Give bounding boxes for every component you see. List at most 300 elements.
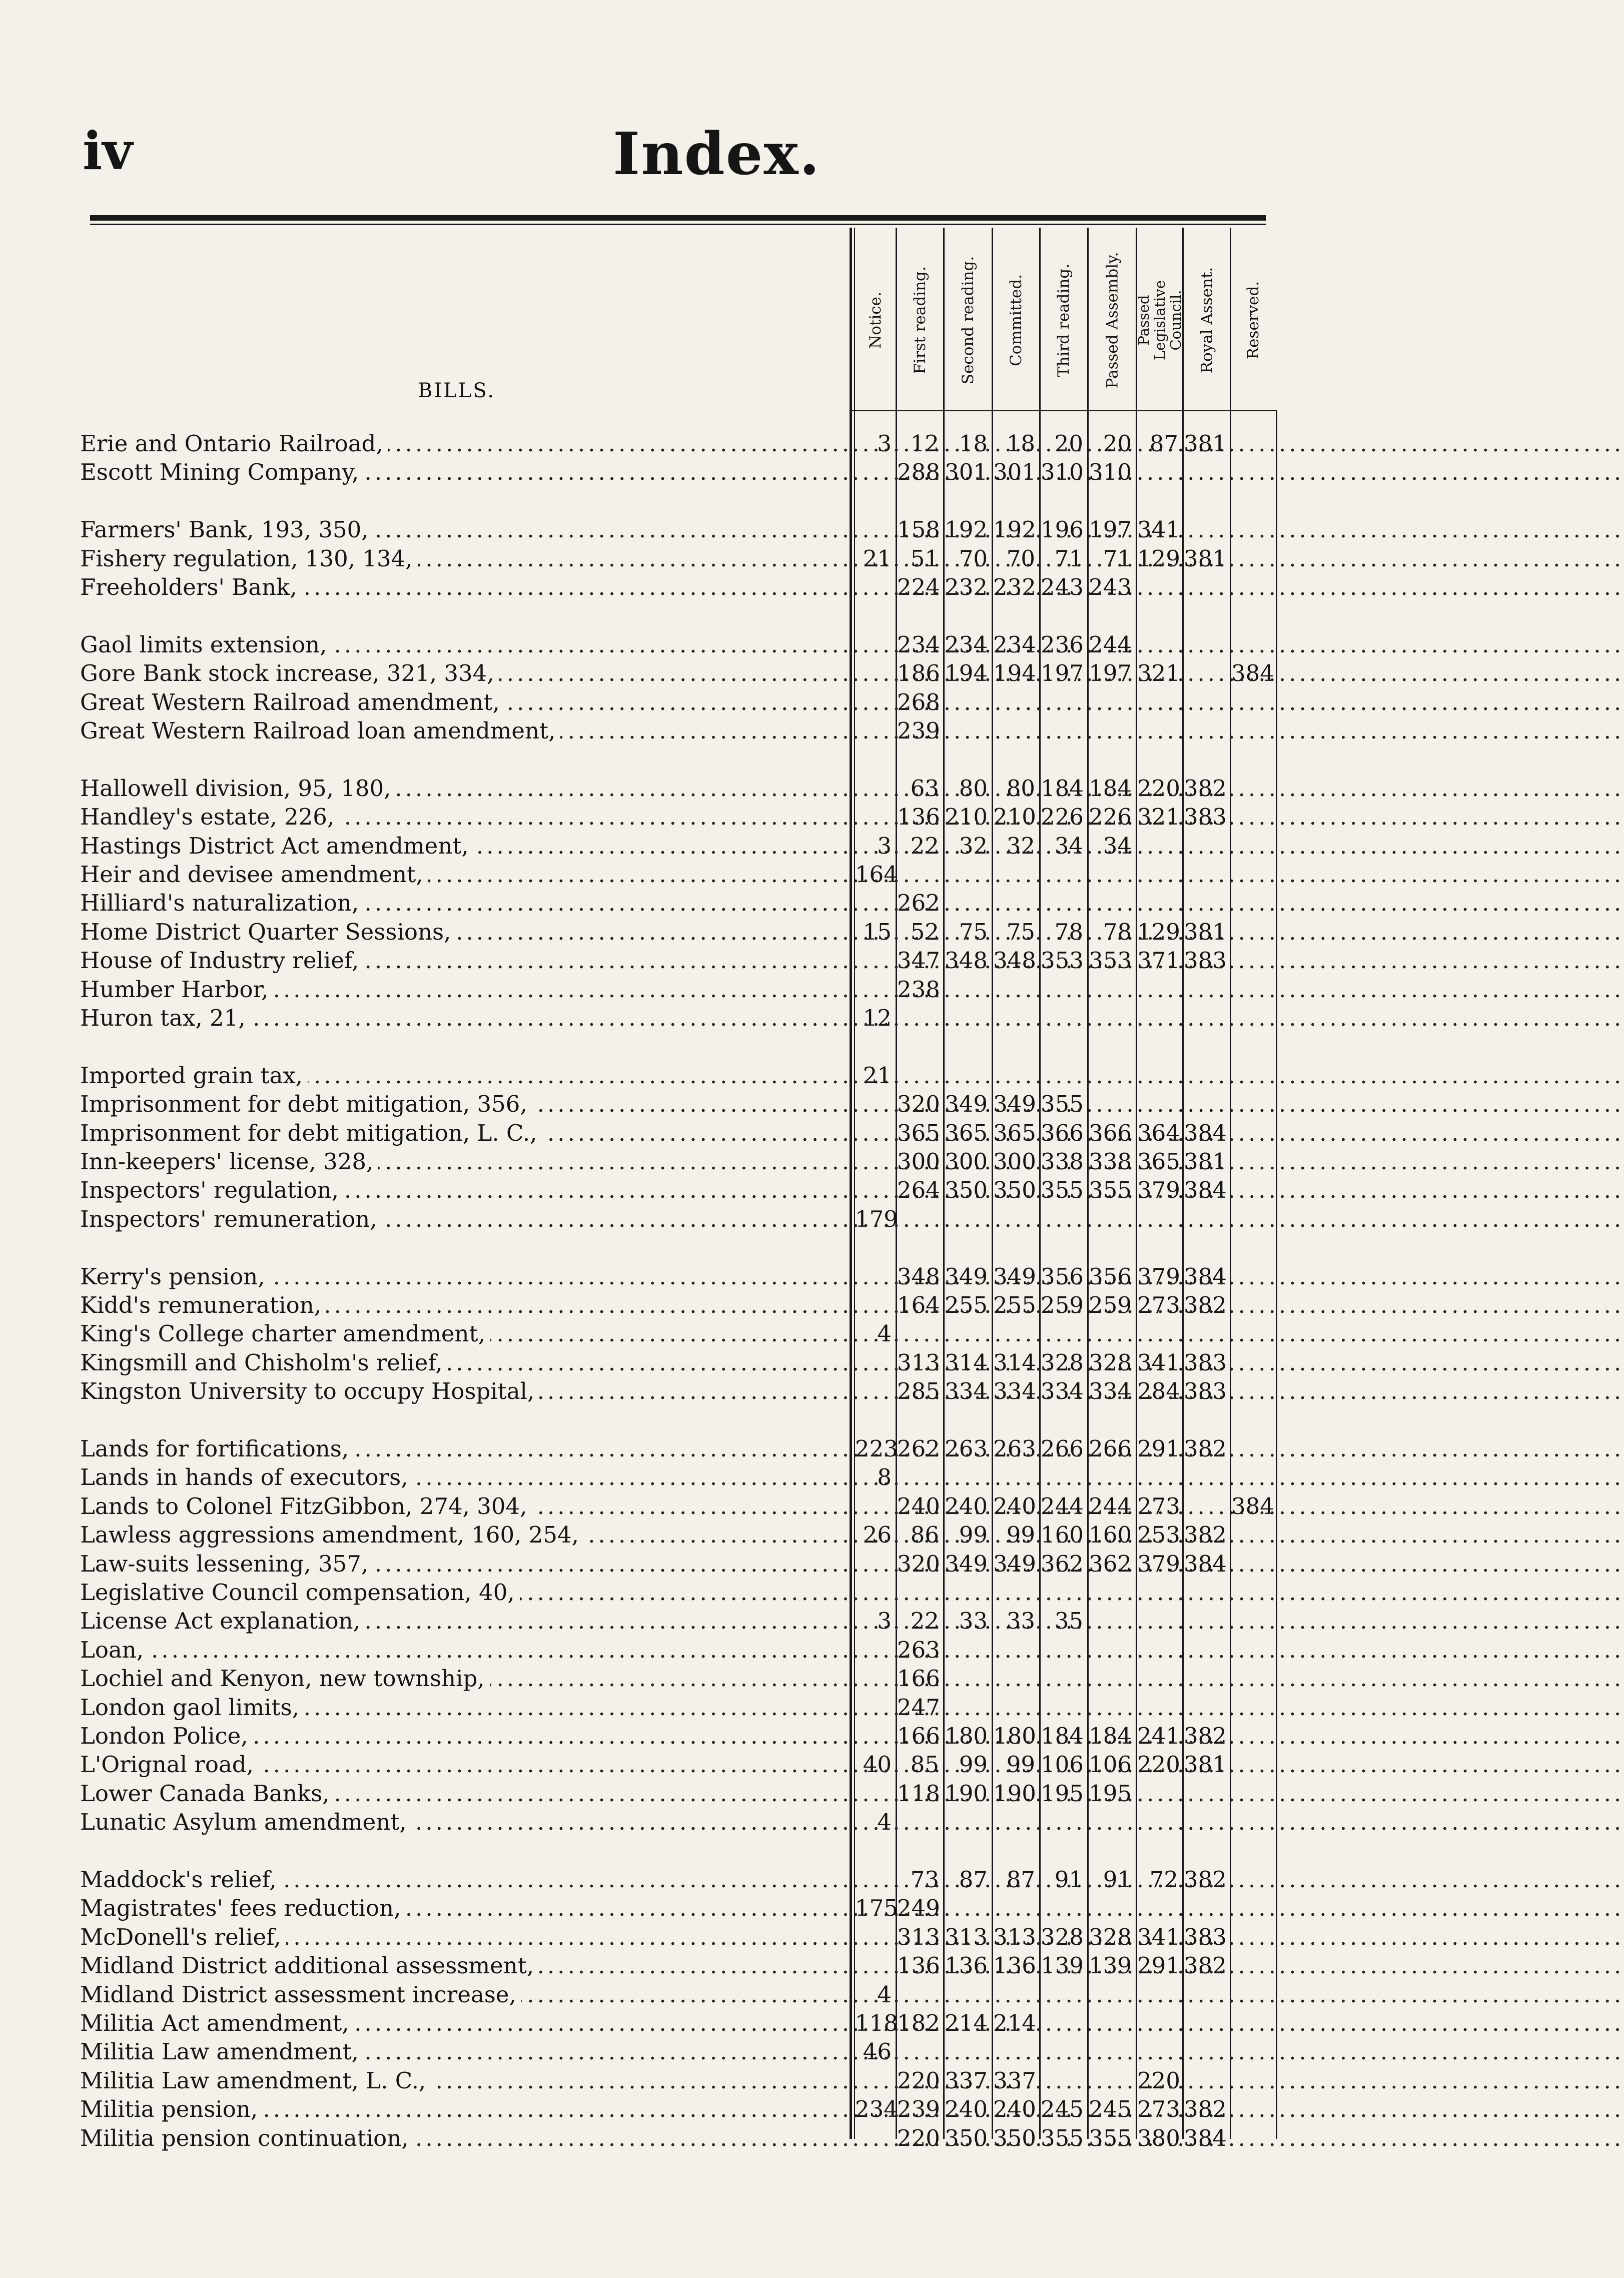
page-ref-cell: 238 bbox=[897, 976, 940, 1003]
page-ref-cell: 194 bbox=[945, 660, 988, 686]
page-ref-cell: 383 bbox=[1184, 804, 1227, 830]
bill-name bbox=[80, 918, 831, 947]
bill-name bbox=[80, 975, 831, 1004]
page-ref-cell: 22 bbox=[910, 833, 939, 859]
bill-name-text: Lunatic Asylum amendment, bbox=[80, 1809, 412, 1835]
page-ref-cell: 285 bbox=[897, 1378, 940, 1404]
page-ref-cell: 348 bbox=[993, 947, 1036, 974]
page-ref-cell: 349 bbox=[945, 1551, 988, 1577]
page-ref-cell: 8 bbox=[877, 1464, 892, 1490]
page-ref-cell: 320 bbox=[897, 1091, 940, 1117]
page-ref-cell: 349 bbox=[993, 1551, 1036, 1577]
header-rule-thin bbox=[90, 224, 1266, 225]
column-header bbox=[855, 230, 896, 410]
column-header-label: Royal Assent. bbox=[1198, 267, 1216, 374]
page-ref-cell: 349 bbox=[993, 1091, 1036, 1117]
bill-name bbox=[80, 630, 831, 659]
table-row bbox=[0, 1377, 1355, 1406]
page-ref-cell: 262 bbox=[897, 890, 940, 916]
bill-name-text: Hallowell division, 95, 180, bbox=[80, 775, 396, 802]
page-ref-cell: 21 bbox=[863, 1062, 892, 1089]
page-ref-cell: 349 bbox=[993, 1263, 1036, 1290]
bill-name-text: Militia Act amendment, bbox=[80, 2010, 354, 2036]
bill-name-text: Imported grain tax, bbox=[80, 1062, 308, 1089]
page-ref-cell: 371 bbox=[1137, 947, 1180, 974]
page-ref-cell: 186 bbox=[897, 660, 940, 686]
page-ref-cell: 314 bbox=[945, 1349, 988, 1376]
bill-name bbox=[80, 1578, 831, 1607]
page-ref-cell: 214 bbox=[945, 2010, 988, 2036]
page-ref-cell: 226 bbox=[1089, 804, 1132, 830]
bill-name bbox=[80, 1061, 831, 1090]
page-ref-cell: 349 bbox=[945, 1091, 988, 1117]
column-header bbox=[945, 230, 992, 410]
page-ref-cell: 337 bbox=[993, 2067, 1036, 2094]
page-ref-cell: 51 bbox=[910, 545, 939, 572]
page-ref-cell: 259 bbox=[1089, 1292, 1132, 1318]
page-ref-cell: 75 bbox=[1006, 919, 1035, 945]
page-ref-cell: 314 bbox=[993, 1349, 1036, 1376]
column-header bbox=[1184, 230, 1230, 410]
page-ref-cell: 291 bbox=[1137, 1952, 1180, 1979]
page-ref-cell: 383 bbox=[1184, 947, 1227, 974]
table-row bbox=[0, 2095, 1355, 2124]
table-row bbox=[0, 1492, 1355, 1521]
page-ref-cell: 255 bbox=[993, 1292, 1036, 1318]
page-ref-cell: 348 bbox=[897, 1263, 940, 1290]
page-ref-cell: 355 bbox=[1041, 2125, 1084, 2151]
page-ref-cell: 166 bbox=[897, 1665, 940, 1692]
bill-name-text: Lands for fortifications, bbox=[80, 1435, 354, 1462]
page-ref-cell: 382 bbox=[1184, 1866, 1227, 1893]
bill-name bbox=[80, 1980, 831, 2009]
page-ref-cell: 301 bbox=[993, 459, 1036, 485]
bill-name-text: Inspectors' regulation, bbox=[80, 1177, 344, 1203]
page-ref-cell: 334 bbox=[1089, 1378, 1132, 1404]
page-ref-cell: 136 bbox=[897, 1952, 940, 1979]
table-row bbox=[0, 573, 1355, 602]
page-ref-cell: 71 bbox=[1054, 545, 1083, 572]
bill-name-text: Kerry's pension, bbox=[80, 1263, 270, 1290]
page-ref-cell: 220 bbox=[1137, 1751, 1180, 1778]
bill-name bbox=[80, 1147, 831, 1176]
page-ref-cell: 175 bbox=[855, 1895, 898, 1921]
bill-name-text: Kingsmill and Chisholm's relief, bbox=[80, 1349, 448, 1376]
page-ref-cell: 32 bbox=[1006, 833, 1035, 859]
table-row bbox=[0, 2066, 1355, 2095]
page-ref-cell: 365 bbox=[945, 1120, 988, 1146]
table-row bbox=[0, 1176, 1355, 1205]
table-row bbox=[0, 1463, 1355, 1492]
page-ref-cell: 195 bbox=[1089, 1780, 1132, 1807]
bill-name bbox=[80, 1779, 831, 1808]
page-ref-cell: 338 bbox=[1089, 1148, 1132, 1175]
table-row bbox=[0, 1923, 1355, 1952]
page-ref-cell: 184 bbox=[1089, 1723, 1132, 1749]
page-ref-cell: 136 bbox=[993, 1952, 1036, 1979]
page-ref-cell: 234 bbox=[897, 631, 940, 658]
page-ref-cell: 321 bbox=[1137, 660, 1180, 686]
table-row bbox=[0, 1090, 1355, 1119]
page-ref-cell: 194 bbox=[993, 660, 1036, 686]
page-ref-cell: 244 bbox=[1089, 631, 1132, 658]
table-row bbox=[0, 2009, 1355, 2038]
page-ref-cell: 158 bbox=[897, 516, 940, 543]
bill-name-text: Heir and devisee amendment, bbox=[80, 861, 428, 888]
table-row bbox=[0, 429, 1355, 458]
page-ref-cell: 70 bbox=[959, 545, 988, 572]
bill-name-text: London gaol limits, bbox=[80, 1694, 304, 1721]
page-ref-cell: 197 bbox=[1089, 660, 1132, 686]
page-title: Index. bbox=[613, 120, 821, 188]
bill-name-text: Gore Bank stock increase, 321, 334, bbox=[80, 660, 499, 686]
bill-name bbox=[80, 458, 831, 487]
column-header-label: Second reading. bbox=[959, 256, 977, 385]
page-ref-cell: 220 bbox=[1137, 775, 1180, 802]
page-ref-cell: 182 bbox=[897, 2010, 940, 2036]
column-header-label: Committed. bbox=[1007, 274, 1025, 367]
bill-name bbox=[80, 1693, 831, 1722]
page-ref-cell: 99 bbox=[1006, 1751, 1035, 1778]
page-ref-cell: 234 bbox=[855, 2096, 898, 2122]
page-ref-cell: 382 bbox=[1184, 1723, 1227, 1749]
page-ref-cell: 87 bbox=[959, 1866, 988, 1893]
page-ref-cell: 291 bbox=[1137, 1435, 1180, 1462]
page-ref-cell: 164 bbox=[897, 1292, 940, 1318]
column-header bbox=[1231, 230, 1276, 410]
page-ref-cell: 78 bbox=[1103, 919, 1132, 945]
table-row bbox=[0, 1262, 1355, 1291]
page-ref-cell: 347 bbox=[897, 947, 940, 974]
page-ref-cell: 12 bbox=[863, 1005, 892, 1031]
bill-name-text: Hastings District Act amendment, bbox=[80, 833, 474, 859]
bill-name bbox=[80, 1808, 831, 1837]
bill-name bbox=[80, 1004, 831, 1033]
page-ref-cell: 353 bbox=[1089, 947, 1132, 974]
bill-name-text: Loan, bbox=[80, 1637, 149, 1663]
page-ref-cell: 350 bbox=[993, 1177, 1036, 1203]
page-ref-cell: 381 bbox=[1184, 430, 1227, 457]
page-ref-cell: 80 bbox=[1006, 775, 1035, 802]
column-header bbox=[1089, 230, 1136, 410]
page-ref-cell: 382 bbox=[1184, 1292, 1227, 1318]
bill-name bbox=[80, 1607, 831, 1636]
page-ref-cell: 180 bbox=[993, 1723, 1036, 1749]
bill-name-text: Militia Law amendment, bbox=[80, 2038, 364, 2065]
page-ref-cell: 234 bbox=[945, 631, 988, 658]
page-ref-cell: 197 bbox=[1041, 660, 1084, 686]
table-row bbox=[0, 1779, 1355, 1808]
bill-name-text: Escott Mining Company, bbox=[80, 459, 364, 485]
page-ref-cell: 118 bbox=[897, 1780, 940, 1807]
page-ref-cell: 273 bbox=[1137, 2096, 1180, 2122]
table-row bbox=[0, 1865, 1355, 1894]
page-ref-cell: 383 bbox=[1184, 1349, 1227, 1376]
page-ref-cell: 223 bbox=[855, 1435, 898, 1462]
page-ref-cell: 192 bbox=[945, 516, 988, 543]
page-ref-cell: 366 bbox=[1041, 1120, 1084, 1146]
bill-name-text: McDonell's relief, bbox=[80, 1924, 286, 1950]
table-row bbox=[0, 1808, 1355, 1837]
page-ref-cell: 348 bbox=[945, 947, 988, 974]
page-ref-cell: 263 bbox=[945, 1435, 988, 1462]
table-row bbox=[0, 1636, 1355, 1665]
page-ref-cell: 240 bbox=[945, 1493, 988, 1520]
page-ref-cell: 355 bbox=[1041, 1091, 1084, 1117]
page-ref-cell: 190 bbox=[945, 1780, 988, 1807]
table-row bbox=[0, 1693, 1355, 1722]
page-ref-cell: 382 bbox=[1184, 1952, 1227, 1979]
page-ref-cell: 224 bbox=[897, 574, 940, 600]
page-ref-cell: 268 bbox=[897, 689, 940, 715]
page-ref-cell: 139 bbox=[1089, 1952, 1132, 1979]
bill-name bbox=[80, 1521, 831, 1550]
bill-name-text: L'Orignal road, bbox=[80, 1751, 259, 1778]
page-ref-cell: 356 bbox=[1041, 1263, 1084, 1290]
bill-name bbox=[80, 1377, 831, 1406]
bill-name-text: Inspectors' remuneration, bbox=[80, 1206, 382, 1232]
page-ref-cell: 355 bbox=[1041, 1177, 1084, 1203]
page-ref-cell: 99 bbox=[959, 1522, 988, 1548]
column-header bbox=[1041, 230, 1087, 410]
bill-name-text: Home District Quarter Sessions, bbox=[80, 919, 456, 945]
page-ref-cell: 195 bbox=[1041, 1780, 1084, 1807]
page-ref-cell: 80 bbox=[959, 775, 988, 802]
page-ref-cell: 381 bbox=[1184, 1148, 1227, 1175]
bill-name-text: Freeholders' Bank, bbox=[80, 574, 302, 600]
bill-name bbox=[80, 2009, 831, 2038]
bill-name-text: Lands to Colonel FitzGibbon, 274, 304, bbox=[80, 1493, 532, 1520]
bill-name-text: Magistrates' fees reduction, bbox=[80, 1895, 406, 1921]
table-row bbox=[0, 860, 1355, 889]
page-ref-cell: 240 bbox=[945, 2096, 988, 2122]
table-row bbox=[0, 946, 1355, 975]
page-ref-cell: 384 bbox=[1184, 2125, 1227, 2151]
bill-name-text: Gaol limits extension, bbox=[80, 631, 332, 658]
column-header-label: Third reading. bbox=[1055, 263, 1073, 377]
bill-name bbox=[80, 1176, 831, 1205]
page-ref-cell: 349 bbox=[945, 1263, 988, 1290]
bill-name bbox=[80, 688, 831, 717]
page-ref-cell: 87 bbox=[1006, 1866, 1035, 1893]
page-ref-cell: 273 bbox=[1137, 1493, 1180, 1520]
bill-name bbox=[80, 1894, 831, 1923]
page-ref-cell: 220 bbox=[1137, 2067, 1180, 2094]
page-ref-cell: 239 bbox=[897, 717, 940, 744]
page-ref-cell: 249 bbox=[897, 1895, 940, 1921]
page-ref-cell: 350 bbox=[945, 1177, 988, 1203]
page-ref-cell: 266 bbox=[1089, 1435, 1132, 1462]
page-ref-cell: 75 bbox=[959, 919, 988, 945]
page-ref-cell: 247 bbox=[897, 1694, 940, 1721]
bill-name bbox=[80, 1205, 831, 1234]
bill-name bbox=[80, 860, 831, 889]
bill-name bbox=[80, 544, 831, 573]
page-ref-cell: 4 bbox=[877, 1320, 892, 1347]
page-ref-cell: 3 bbox=[877, 430, 892, 457]
bill-name bbox=[80, 1348, 831, 1377]
page-ref-cell: 87 bbox=[1149, 430, 1178, 457]
bill-name-text: Lochiel and Kenyon, new township, bbox=[80, 1665, 490, 1692]
page-ref-cell: 310 bbox=[1041, 459, 1084, 485]
page-ref-cell: 353 bbox=[1041, 947, 1084, 974]
table-row bbox=[0, 688, 1355, 717]
page-ref-cell: 320 bbox=[897, 1551, 940, 1577]
bill-name-text: Kidd's remuneration, bbox=[80, 1292, 326, 1318]
page-ref-cell: 214 bbox=[993, 2010, 1036, 2036]
page-ref-cell: 365 bbox=[1137, 1148, 1180, 1175]
bill-name-text: Midland District additional assessment, bbox=[80, 1952, 539, 1979]
bill-name-text: House of Industry relief, bbox=[80, 947, 364, 974]
page-ref-cell: 46 bbox=[863, 2038, 892, 2065]
page-ref-cell: 21 bbox=[863, 545, 892, 572]
bill-name bbox=[80, 1090, 831, 1119]
page-ref-cell: 355 bbox=[1089, 2125, 1132, 2151]
page-ref-cell: 321 bbox=[1137, 804, 1180, 830]
page-ref-cell: 382 bbox=[1184, 775, 1227, 802]
page-ref-cell: 26 bbox=[863, 1522, 892, 1548]
page-ref-cell: 86 bbox=[910, 1522, 939, 1548]
page-ref-cell: 380 bbox=[1137, 2125, 1180, 2151]
page-ref-cell: 328 bbox=[1041, 1349, 1084, 1376]
page-ref-cell: 106 bbox=[1041, 1751, 1084, 1778]
page-ref-cell: 129 bbox=[1137, 919, 1180, 945]
bill-name-text: Militia pension continuation, bbox=[80, 2125, 414, 2151]
table-row bbox=[0, 1980, 1355, 2009]
table-row bbox=[0, 716, 1355, 745]
page-ref-cell: 300 bbox=[993, 1148, 1036, 1175]
page-ref-cell: 379 bbox=[1137, 1551, 1180, 1577]
page-ref-cell: 164 bbox=[855, 861, 898, 888]
page-ref-cell: 313 bbox=[897, 1349, 940, 1376]
table-row bbox=[0, 1319, 1355, 1348]
page-ref-cell: 383 bbox=[1184, 1378, 1227, 1404]
bill-name-text: Lands in hands of executors, bbox=[80, 1464, 413, 1490]
page-ref-cell: 91 bbox=[1054, 1866, 1083, 1893]
page-ref-cell: 383 bbox=[1184, 1924, 1227, 1950]
page-ref-cell: 300 bbox=[945, 1148, 988, 1175]
bill-name bbox=[80, 716, 831, 745]
page-ref-cell: 190 bbox=[993, 1780, 1036, 1807]
page-ref-cell: 334 bbox=[1041, 1378, 1084, 1404]
bill-name bbox=[80, 1664, 831, 1693]
bill-name bbox=[80, 1865, 831, 1894]
page-ref-cell: 313 bbox=[897, 1924, 940, 1950]
bill-name-text: Huron tax, 21, bbox=[80, 1005, 251, 1031]
table-row bbox=[0, 1894, 1355, 1923]
page-ref-cell: 356 bbox=[1089, 1263, 1132, 1290]
bill-name bbox=[80, 429, 831, 458]
bill-name bbox=[80, 1492, 831, 1521]
page-ref-cell: 71 bbox=[1103, 545, 1132, 572]
page-ref-cell: 384 bbox=[1184, 1551, 1227, 1577]
bill-name bbox=[80, 1262, 831, 1291]
page-number: iv bbox=[83, 120, 133, 182]
page-ref-cell: 12 bbox=[910, 430, 939, 457]
page-ref-cell: 4 bbox=[877, 1809, 892, 1835]
bill-name-text: Law-suits lessening, 357, bbox=[80, 1551, 373, 1577]
page-ref-cell: 220 bbox=[897, 2067, 940, 2094]
column-header bbox=[897, 230, 943, 410]
table-row bbox=[0, 1521, 1355, 1550]
page-ref-cell: 160 bbox=[1089, 1522, 1132, 1548]
page-ref-cell: 240 bbox=[897, 1493, 940, 1520]
table-row bbox=[0, 975, 1355, 1004]
bill-name-text: King's College charter amendment, bbox=[80, 1320, 490, 1347]
page-ref-cell: 99 bbox=[1006, 1522, 1035, 1548]
page-ref-cell: 384 bbox=[1231, 660, 1274, 686]
bill-name bbox=[80, 1750, 831, 1779]
page-ref-cell: 341 bbox=[1137, 1924, 1180, 1950]
page-ref-cell: 379 bbox=[1137, 1177, 1180, 1203]
bill-name bbox=[80, 1434, 831, 1463]
bill-name-text: Handley's estate, 226, bbox=[80, 804, 339, 830]
table-row bbox=[0, 2124, 1355, 2153]
table-row bbox=[0, 1061, 1355, 1090]
page-ref-cell: 166 bbox=[897, 1723, 940, 1749]
page-ref-cell: 118 bbox=[855, 2010, 898, 2036]
page-ref-cell: 284 bbox=[1137, 1378, 1180, 1404]
page-ref-cell: 232 bbox=[993, 574, 1036, 600]
page-ref-cell: 384 bbox=[1184, 1177, 1227, 1203]
page-ref-cell: 72 bbox=[1149, 1866, 1178, 1893]
bill-name bbox=[80, 946, 831, 975]
page-ref-cell: 382 bbox=[1184, 1435, 1227, 1462]
page-ref-cell: 273 bbox=[1137, 1292, 1180, 1318]
page-ref-cell: 15 bbox=[863, 919, 892, 945]
bill-name bbox=[80, 1119, 831, 1148]
bill-name bbox=[80, 659, 831, 688]
page-ref-cell: 338 bbox=[1041, 1148, 1084, 1175]
bill-name-text: Maddock's relief, bbox=[80, 1866, 282, 1893]
table-row bbox=[0, 832, 1355, 861]
bill-name-text: Imprisonment for debt mitigation, 356, bbox=[80, 1091, 532, 1117]
header-rule-thick bbox=[90, 215, 1266, 221]
page-ref-cell: 313 bbox=[945, 1924, 988, 1950]
table-row bbox=[0, 1147, 1355, 1176]
page-ref-cell: 300 bbox=[897, 1148, 940, 1175]
bill-name bbox=[80, 2095, 831, 2124]
page-ref-cell: 382 bbox=[1184, 2096, 1227, 2122]
bill-name-text: Humber Harbor, bbox=[80, 976, 274, 1003]
bill-name-text: Lawless aggressions amendment, 160, 254, bbox=[80, 1522, 584, 1548]
page-ref-cell: 262 bbox=[897, 1435, 940, 1462]
page-ref-cell: 210 bbox=[993, 804, 1036, 830]
page-ref-cell: 236 bbox=[1041, 631, 1084, 658]
bill-name bbox=[80, 832, 831, 861]
page-ref-cell: 240 bbox=[993, 2096, 1036, 2122]
table-row bbox=[0, 1205, 1355, 1234]
bill-name bbox=[80, 803, 831, 832]
page-ref-cell: 240 bbox=[993, 1493, 1036, 1520]
page-ref-cell: 34 bbox=[1103, 833, 1132, 859]
page-ref-cell: 381 bbox=[1184, 545, 1227, 572]
page-ref-cell: 234 bbox=[993, 631, 1036, 658]
bill-name bbox=[80, 889, 831, 918]
page-ref-cell: 334 bbox=[945, 1378, 988, 1404]
table-row bbox=[0, 889, 1355, 918]
page-ref-cell: 63 bbox=[910, 775, 939, 802]
bill-name-text: Lower Canada Banks, bbox=[80, 1780, 335, 1807]
bill-name bbox=[80, 1291, 831, 1320]
page-ref-cell: 243 bbox=[1041, 574, 1084, 600]
page-ref-cell: 288 bbox=[897, 459, 940, 485]
page-ref-cell: 139 bbox=[1041, 1952, 1084, 1979]
page-ref-cell: 313 bbox=[993, 1924, 1036, 1950]
table-row bbox=[0, 918, 1355, 947]
page-ref-cell: 255 bbox=[945, 1292, 988, 1318]
page-ref-cell: 266 bbox=[1041, 1435, 1084, 1462]
